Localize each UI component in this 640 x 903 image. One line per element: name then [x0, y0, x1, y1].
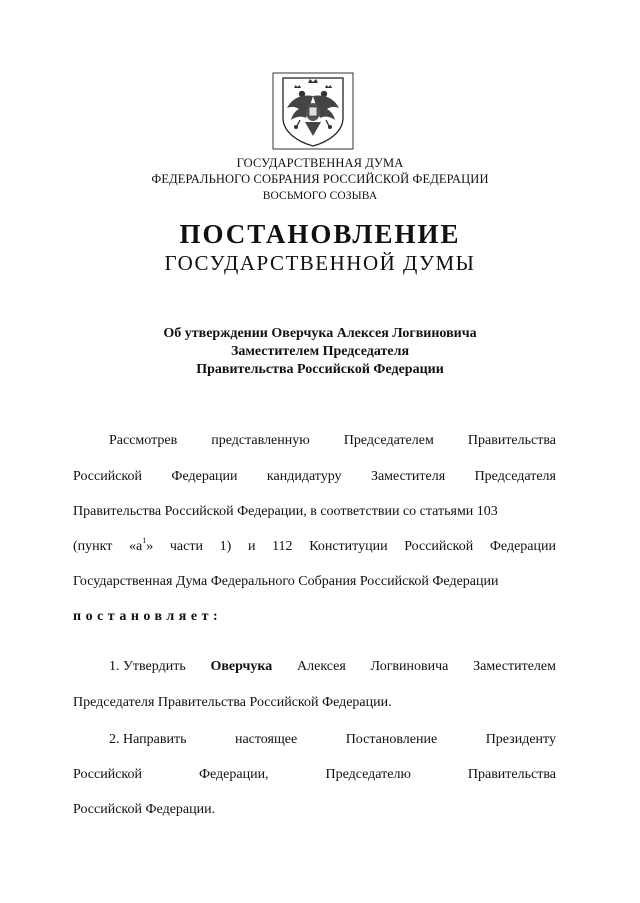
- word: Логвиновича: [370, 659, 449, 674]
- russian-coat-of-arms-icon: [272, 72, 354, 150]
- header-line-1: ГОСУДАРСТВЕННАЯ ДУМА: [236, 156, 404, 170]
- paragraph-1-line-5: [73, 573, 556, 591]
- word: Президенту: [485, 732, 556, 747]
- word: Правительства: [467, 767, 556, 782]
- word: Федерации,: [198, 767, 269, 782]
- word: Федерации: [171, 469, 238, 484]
- line-text: Российской Федерации.: [73, 802, 216, 817]
- word: Заместителем: [473, 659, 556, 674]
- word: Рассмотрев: [109, 433, 178, 448]
- ref-close: »: [146, 539, 154, 554]
- word: Заместителя: [370, 469, 446, 484]
- item-2-line-2: [73, 766, 556, 784]
- subject-line-2: Заместителем Председателя: [230, 344, 410, 359]
- word: Алексея: [297, 659, 346, 674]
- word: 1): [219, 539, 232, 554]
- header-line-2: ФЕДЕРАЛЬНОГО СОБРАНИЯ РОССИЙСКОЙ ФЕДЕРАЦИИ: [151, 172, 489, 186]
- word: 112: [272, 539, 293, 554]
- word: Председателю: [325, 767, 411, 782]
- header-line-3: ВОСЬМОГО СОЗЫВА: [262, 190, 378, 202]
- item-2-line-3: [73, 801, 556, 819]
- word: (пункт: [73, 539, 113, 554]
- superscript: 1: [142, 536, 147, 546]
- line-text: Председателя Правительства Российской Федерации.: [73, 695, 392, 710]
- word: настоящее: [234, 732, 298, 747]
- word: Конституции: [309, 539, 388, 554]
- item-1-line-2: [73, 694, 556, 712]
- paragraph-1-line-2: [73, 468, 556, 486]
- paragraph-1-line-1: [109, 432, 556, 450]
- word: представленную: [211, 433, 310, 448]
- line-text: Государственная Дума Федерального Собрания Российской Федерации: [73, 574, 499, 589]
- paragraph-1-line-3: [73, 503, 556, 521]
- subject-line-3: Правительства Российской Федерации: [196, 362, 444, 377]
- word: Российской: [73, 469, 142, 484]
- word: Федерации: [489, 539, 556, 554]
- item-1-line-1: [109, 658, 556, 676]
- appointee-surname: Оверчука: [210, 659, 273, 674]
- word: Российской: [404, 539, 474, 554]
- word: Председателем: [343, 433, 434, 448]
- subject-line-1: Об утверждении Оверчука Алексея Логвиновича: [163, 326, 477, 341]
- word: Постановление: [345, 732, 438, 747]
- word: Правительства: [467, 433, 556, 448]
- word: Российской: [73, 767, 142, 782]
- item-1-lead: 1. Утвердить: [109, 659, 186, 674]
- item-2-line-1: [109, 731, 556, 749]
- paragraph-1-line-4: [73, 538, 556, 556]
- word: Председателя: [474, 469, 556, 484]
- word: 2. Направить: [109, 732, 187, 747]
- resolves-statement: [73, 608, 556, 626]
- document-title: ПОСТАНОВЛЕНИЕ: [179, 219, 461, 249]
- ref-text: «а: [129, 539, 143, 554]
- article-reference: [129, 538, 153, 556]
- word: и: [247, 539, 256, 554]
- word: части: [169, 539, 203, 554]
- resolves-text: постановляет:: [73, 609, 223, 624]
- line-text: Правительства Российской Федерации, в соответствии со статьями 103: [73, 504, 498, 519]
- document-subtitle: ГОСУДАРСТВЕННОЙ ДУМЫ: [164, 251, 476, 275]
- word: кандидатуру: [266, 469, 342, 484]
